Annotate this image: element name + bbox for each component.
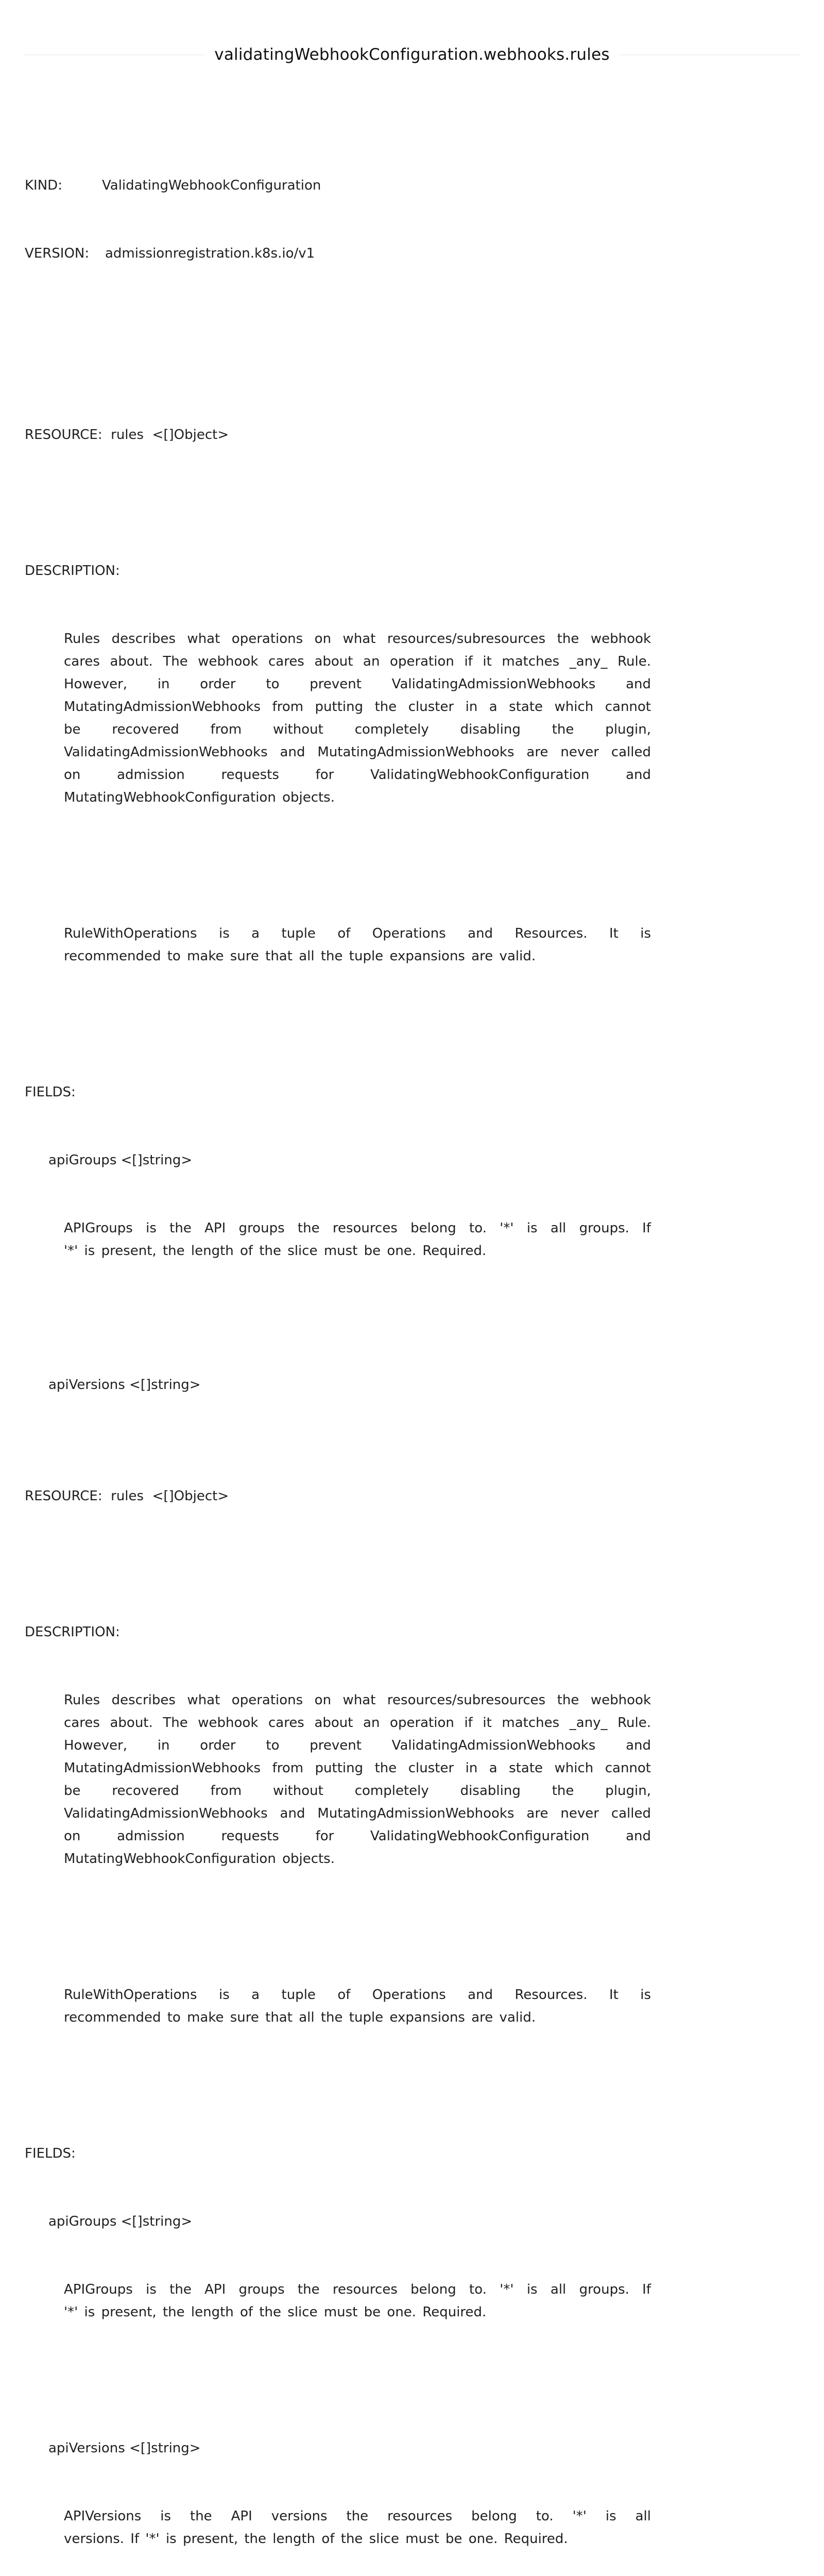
page-title: validatingWebhookConfiguration.webhooks.rules (214, 45, 610, 64)
version-label: VERSION: (25, 246, 90, 261)
field-description (25, 1217, 651, 1262)
description-line: ValidatingAdmissionWebhooks and MutatingAdmissionWebhooks are never called (64, 1806, 651, 1821)
description-line: RuleWithOperations is a tuple of Operations and Resources. It is (64, 926, 651, 941)
description-line: be recovered from without completely disabling the plugin, (64, 722, 651, 737)
description-line: on admission requests for ValidatingWebhookConfiguration and (64, 1828, 651, 1844)
field-description-line: APIGroups is the API groups the resources belong to. '*' is all groups. If (64, 1221, 651, 1236)
resource-line: RESOURCE: rules <[]Object> (25, 427, 229, 443)
description-line: MutatingWebhookConfiguration objects. (64, 790, 335, 805)
description-line: recommended to make sure that all the tuple expansions are valid. (64, 2010, 536, 2025)
field-description-line: APIGroups is the API groups the resources belong to. '*' is all groups. If (64, 2282, 651, 2297)
description-line: However, in order to prevent ValidatingAdmissionWebhooks and (64, 1738, 651, 1753)
description-line: be recovered from without completely disabling the plugin, (64, 1783, 651, 1799)
kind-label: KIND: (25, 178, 62, 193)
resource-line: RESOURCE: rules <[]Object> (25, 1488, 229, 1504)
description-line: cares about. The webhook cares about an operation if it matches _any_ Rule. (64, 1715, 651, 1731)
description-line: recommended to make sure that all the tuple expansions are valid. (64, 948, 536, 964)
fields-label: FIELDS: (25, 2146, 76, 2161)
field-description-line: '*' is present, the length of the slice must be one. Required. (64, 1243, 487, 1259)
description-line: MutatingWebhookConfiguration objects. (64, 1851, 335, 1867)
version-value: admissionregistration.k8s.io/v1 (105, 246, 315, 261)
field-description-line: '*' is present, the length of the slice must be one. Required. (64, 2304, 487, 2320)
field-signature: apiVersions <[]string> (48, 1377, 201, 1393)
field-signature: apiGroups <[]string> (48, 2214, 193, 2229)
field-description-line: APIVersions is the API versions the resources belong to. '*' is all (64, 2509, 651, 2524)
description-label: DESCRIPTION: (25, 1624, 120, 1640)
description-line: However, in order to prevent ValidatingAdmissionWebhooks and (64, 676, 651, 692)
version-row (25, 242, 797, 265)
description-line: cares about. The webhook cares about an operation if it matches _any_ Rule. (64, 654, 651, 669)
description-paragraph (25, 1689, 651, 1870)
field-signature: apiGroups <[]string> (48, 1153, 193, 1168)
field-description-line: versions. If '*' is present, the length of the slice must be one. Required. (64, 2531, 568, 2547)
description-paragraph (25, 1984, 651, 2029)
description-line: Rules describes what operations on what resources/subresources the webhook (64, 631, 651, 647)
field-signature: apiVersions <[]string> (48, 2441, 201, 2456)
description-line: ValidatingAdmissionWebhooks and MutatingAdmissionWebhooks are never called (64, 744, 651, 760)
description-line: MutatingAdmissionWebhooks from putting the cluster in a state which cannot (64, 1760, 651, 1776)
kind-row (25, 174, 797, 197)
description-line: MutatingAdmissionWebhooks from putting the cluster in a state which cannot (64, 699, 651, 715)
description-paragraph (25, 628, 651, 809)
description-paragraph (25, 922, 651, 968)
title-bar (24, 43, 800, 66)
field-description (25, 2278, 651, 2324)
description-line: Rules describes what operations on what resources/subresources the webhook (64, 1692, 651, 1708)
kind-value: ValidatingWebhookConfiguration (102, 178, 321, 193)
description-line: on admission requests for ValidatingWebhookConfiguration and (64, 767, 651, 783)
field-description (25, 2505, 651, 2550)
description-line: RuleWithOperations is a tuple of Operations and Resources. It is (64, 1987, 651, 2003)
fields-label: FIELDS: (25, 1084, 76, 1100)
explain-output (25, 83, 797, 2576)
description-label: DESCRIPTION: (25, 563, 120, 579)
